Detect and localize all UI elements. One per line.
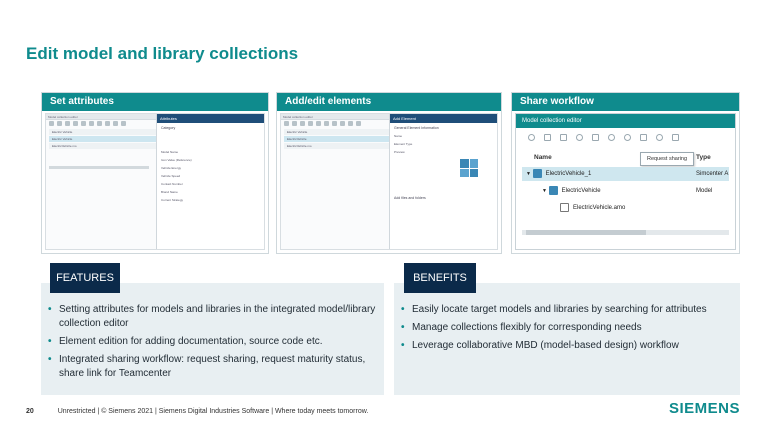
- set-attributes-panel: [41, 92, 269, 254]
- section-label: General Element Information: [394, 126, 439, 130]
- field-label: Vehicle Speed: [161, 174, 181, 178]
- row-name: ElectricVehicle_1: [545, 171, 592, 177]
- panel-header: Add/edit elements: [277, 93, 501, 111]
- category-label: Category: [161, 126, 176, 130]
- section-label: Add files and folders: [394, 196, 426, 200]
- refresh-icon[interactable]: [608, 134, 615, 141]
- field-label: Contact Number: [161, 182, 183, 186]
- column-header-type[interactable]: Type: [696, 154, 711, 161]
- add-edit-elements-panel: [276, 92, 502, 254]
- editor-screenshot: [280, 113, 498, 250]
- table-row[interactable]: [522, 201, 729, 215]
- info-icon[interactable]: [624, 134, 631, 141]
- share-workflow-panel: [511, 92, 740, 254]
- footer-text: Unrestricted | © Siemens 2021 | Siemens Digital Industries Software | Where today meets tomorrow.: [57, 408, 369, 415]
- sidebar-title: Attributes: [157, 114, 264, 123]
- field-label: Icon Value (Reference): [161, 158, 192, 162]
- toolbar: [516, 128, 735, 146]
- preview-icon: [460, 159, 478, 177]
- model-icon: [549, 186, 558, 195]
- row-name: ElectricVehicle: [561, 188, 601, 194]
- editor-screenshot: [45, 113, 265, 250]
- row-type: Model: [696, 188, 713, 194]
- window-title: Model collection editor: [46, 114, 264, 120]
- list-item: • Easily locate target models and libraries by searching for attributes: [399, 303, 734, 317]
- tree-row[interactable]: Electric Vehicle: [284, 129, 494, 135]
- list-item: • Element edition for adding documentation, source code etc.: [46, 335, 376, 349]
- share-icon[interactable]: [656, 134, 663, 141]
- tree-row[interactable]: ElectricVehicle: [284, 136, 494, 142]
- tree-row[interactable]: Electric Vehicle: [49, 136, 261, 142]
- window-title: Model collection editor: [516, 114, 735, 128]
- field-label: Vehicle Energy: [161, 166, 182, 170]
- field-label: Brand Name: [161, 190, 178, 194]
- footer: [26, 408, 368, 415]
- horizontal-scrollbar[interactable]: [522, 230, 729, 235]
- attributes-sidebar: [156, 114, 264, 249]
- remove-icon[interactable]: [576, 134, 583, 141]
- chevron-down-icon[interactable]: ▼: [526, 171, 531, 177]
- column-header-name[interactable]: Name: [534, 154, 552, 161]
- tree-row[interactable]: ElectricVehicle.mo: [284, 143, 494, 149]
- sidebar-title: Add Element: [390, 114, 497, 123]
- table-row[interactable]: [522, 184, 729, 198]
- tree-row[interactable]: ElectricVehicle.mo: [49, 143, 261, 149]
- scrollbar[interactable]: [49, 166, 149, 169]
- request-sharing-icon[interactable]: [640, 134, 647, 141]
- edit-icon[interactable]: [544, 134, 551, 141]
- tooltip: Request sharing: [640, 152, 694, 166]
- grid-icon[interactable]: [592, 134, 599, 141]
- siemens-logo: SIEMENS: [668, 400, 740, 417]
- tree-row[interactable]: Electric Vehicle: [49, 129, 261, 135]
- field-label: Model Name: [161, 150, 179, 154]
- window-title: Model collection editor: [281, 114, 497, 120]
- row-type: Simcenter A: [696, 171, 729, 177]
- field-label: Preview: [394, 150, 405, 154]
- field-label: Name: [394, 134, 403, 138]
- list-item: • Manage collections flexibly for corresponding needs: [399, 321, 734, 335]
- file-icon: [560, 203, 569, 212]
- benefits-list: [399, 303, 734, 357]
- collection-editor: [515, 113, 736, 250]
- link-icon[interactable]: [672, 134, 679, 141]
- benefits-label: BENEFITS: [404, 263, 476, 293]
- field-label: Element Type: [394, 142, 413, 146]
- features-label: FEATURES: [50, 263, 120, 293]
- slide-title: Edit model and library collections: [26, 44, 299, 63]
- list-item: • Leverage collaborative MBD (model-based design) workflow: [399, 339, 734, 353]
- panel-header: Set attributes: [42, 93, 268, 111]
- add-element-sidebar: [389, 114, 497, 249]
- table-row[interactable]: [522, 167, 729, 181]
- row-name: ElectricVehicle.amo: [573, 205, 626, 211]
- page-number: 20: [26, 408, 34, 415]
- features-list: [46, 303, 376, 385]
- add-icon[interactable]: [528, 134, 535, 141]
- attribute-icon[interactable]: [560, 134, 567, 141]
- field-label: Current Strategy: [161, 198, 184, 202]
- list-item: • Setting attributes for models and libraries in the integrated model/library collection editor: [46, 303, 376, 331]
- panel-header: Share workflow: [512, 93, 739, 111]
- chevron-down-icon[interactable]: ▼: [542, 188, 547, 194]
- library-icon: [533, 169, 542, 178]
- list-item: • Integrated sharing workflow: request sharing, request maturity status, share link for Teamcenter: [46, 353, 376, 381]
